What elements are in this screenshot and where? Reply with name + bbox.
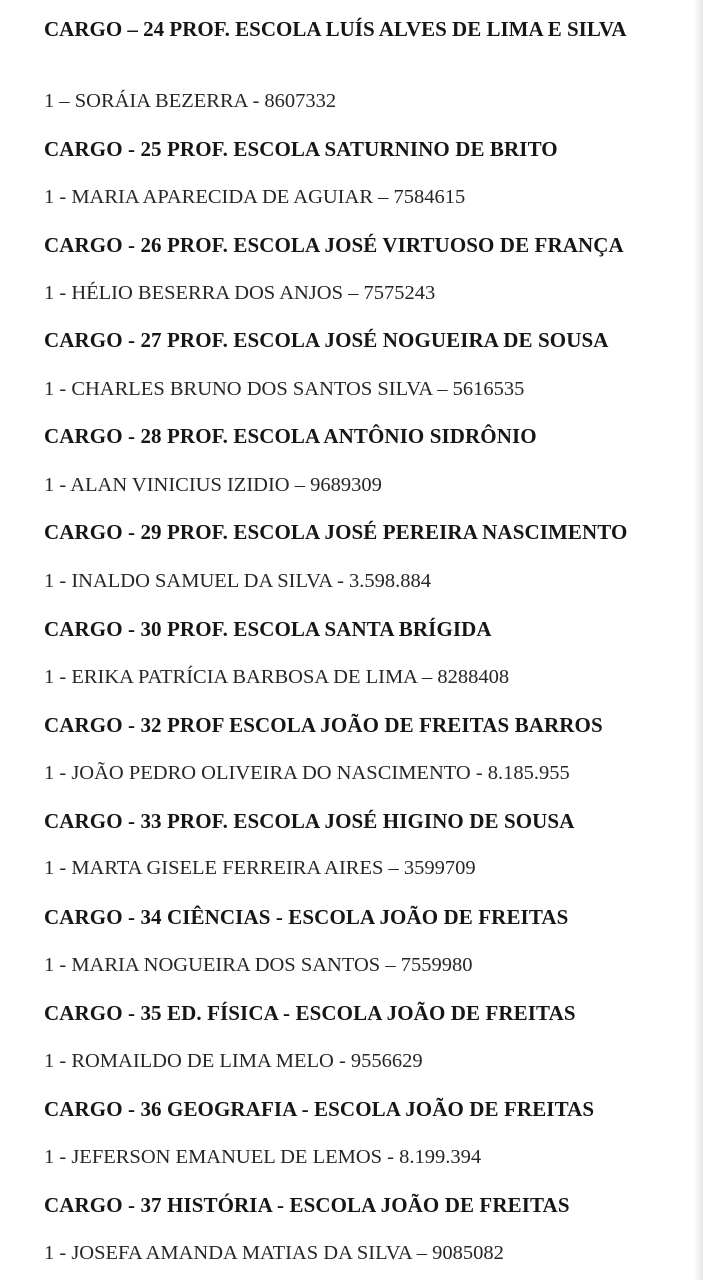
nominee-36: 1 - JEFERSON EMANUEL DE LEMOS - 8.199.394 (44, 1146, 482, 1168)
cargo-heading-35: CARGO - 35 ED. FÍSICA - ESCOLA JOÃO DE FREITAS (44, 1001, 576, 1025)
nominee-24: 1 – SORÁIA BEZERRA - 8607332 (44, 90, 337, 112)
cargo-heading-34: CARGO - 34 CIÊNCIAS - ESCOLA JOÃO DE FREITAS (44, 905, 569, 929)
nominee-26: 1 - HÉLIO BESERRA DOS ANJOS – 7575243 (44, 282, 436, 304)
cargo-heading-32: CARGO - 32 PROF ESCOLA JOÃO DE FREITAS BARROS (44, 713, 603, 737)
cargo-heading-36: CARGO - 36 GEOGRAFIA - ESCOLA JOÃO DE FREITAS (44, 1097, 595, 1121)
nominee-34: 1 - MARIA NOGUEIRA DOS SANTOS – 7559980 (44, 954, 473, 976)
cargo-heading-25: CARGO - 25 PROF. ESCOLA SATURNINO DE BRITO (44, 137, 558, 161)
nominee-27: 1 - CHARLES BRUNO DOS SANTOS SILVA – 5616535 (44, 378, 525, 400)
nominee-35: 1 - ROMAILDO DE LIMA MELO - 9556629 (44, 1050, 423, 1072)
cargo-heading-27: CARGO - 27 PROF. ESCOLA JOSÉ NOGUEIRA DE SOUSA (44, 328, 609, 352)
page-edge-shadow (693, 0, 703, 1280)
cargo-heading-30: CARGO - 30 PROF. ESCOLA SANTA BRÍGIDA (44, 617, 492, 641)
nominee-33: 1 - MARTA GISELE FERREIRA AIRES – 3599709 (44, 857, 476, 879)
cargo-heading-29: CARGO - 29 PROF. ESCOLA JOSÉ PEREIRA NASCIMENTO (44, 520, 628, 544)
nominee-29: 1 - INALDO SAMUEL DA SILVA - 3.598.884 (44, 570, 432, 592)
nominee-32: 1 - JOÃO PEDRO OLIVEIRA DO NASCIMENTO - 8.185.955 (44, 762, 570, 784)
cargo-heading-24: CARGO – 24 PROF. ESCOLA LUÍS ALVES DE LIMA E SILVA (44, 17, 627, 41)
cargo-heading-33: CARGO - 33 PROF. ESCOLA JOSÉ HIGINO DE SOUSA (44, 809, 575, 833)
cargo-heading-28: CARGO - 28 PROF. ESCOLA ANTÔNIO SIDRÔNIO (44, 424, 537, 448)
nominee-30: 1 - ERIKA PATRÍCIA BARBOSA DE LIMA – 8288408 (44, 666, 510, 688)
cargo-heading-26: CARGO - 26 PROF. ESCOLA JOSÉ VIRTUOSO DE FRANÇA (44, 233, 624, 257)
nominee-25: 1 - MARIA APARECIDA DE AGUIAR – 7584615 (44, 186, 466, 208)
nominee-37: 1 - JOSEFA AMANDA MATIAS DA SILVA – 9085082 (44, 1242, 504, 1264)
cargo-heading-37: CARGO - 37 HISTÓRIA - ESCOLA JOÃO DE FREITAS (44, 1193, 570, 1217)
nominee-28: 1 - ALAN VINICIUS IZIDIO – 9689309 (44, 474, 382, 496)
